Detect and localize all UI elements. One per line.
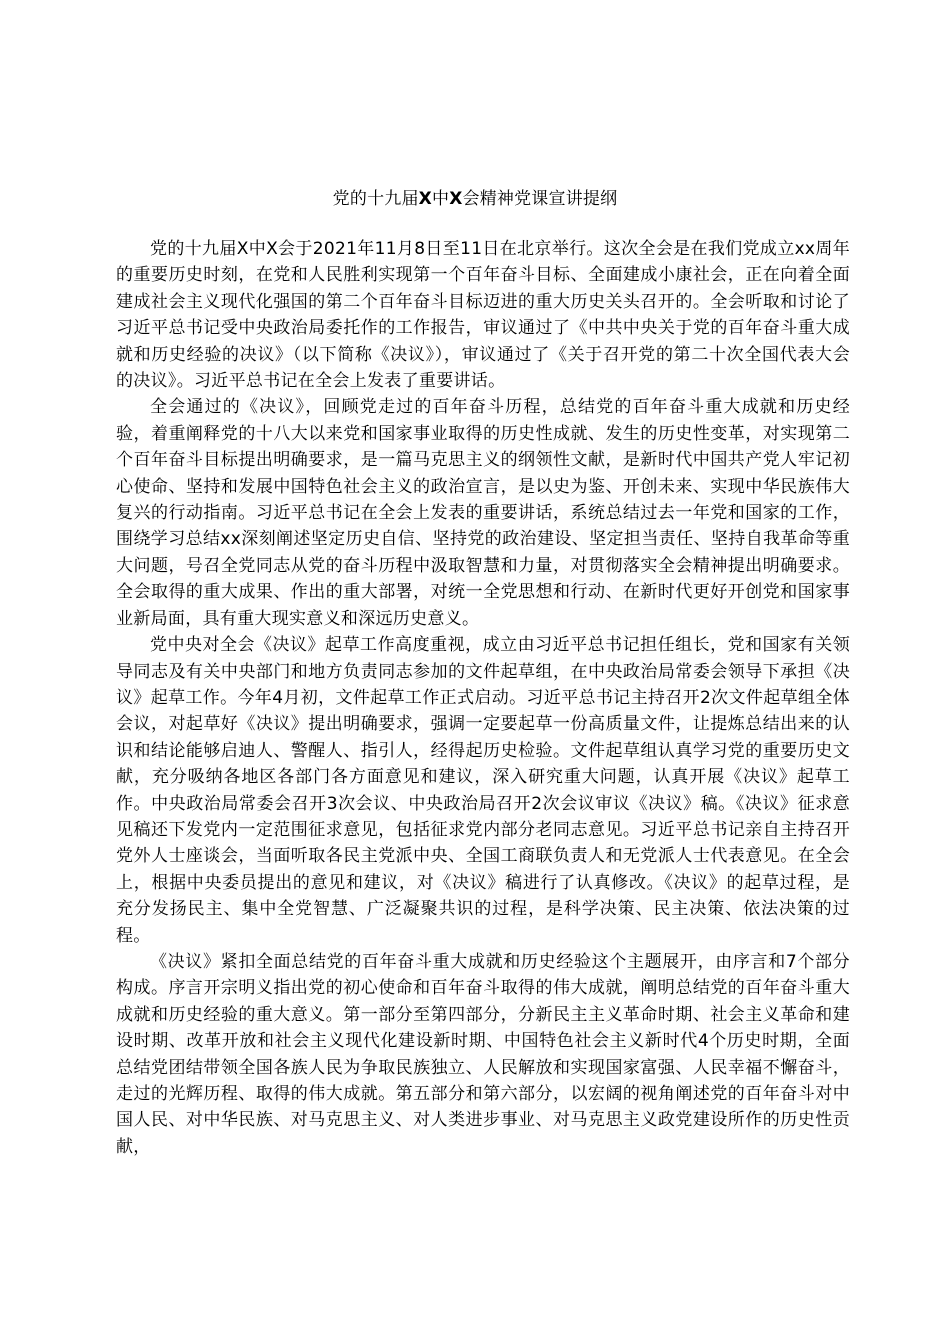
document-title	[0, 187, 950, 211]
title-part-1: 党的十九届	[332, 189, 419, 209]
title-part-4: X	[449, 189, 463, 209]
title-part-2: X	[418, 189, 432, 209]
title-part-5: 会精神党课宣讲提纲	[462, 189, 618, 209]
title-part-3: 中	[431, 189, 450, 209]
paragraph-2: 全会通过的《决议》，回顾党走过的百年奋斗历程，总结党的百年奋斗重大成就和历史经验，着重阐释党的十八大以来党和国家事业取得的历史性成就、发生的历史性变革，对实现第二个百年奋斗目标提出明确要求，是一篇马克思主义的纲领性文献，是新时代中国共产党人牢记初心使命、坚持和发展中国特色社会主义的政治宣言，是以史为鉴、开创未来、实现中华民族伟大复兴的行动指南。习近平总书记在全会上发表的重要讲话，系统总结过去一年党和国家的工作，围绕学习总结xx深刻阐述坚定历史自信、坚持党的政治建设、坚定担当责任、坚持自我革命等重大问题，号召全党同志从党的奋斗历程中汲取智慧和力量，对贯彻落实全会精神提出明确要求。全会取得的重大成果、作出的重大部署，对统一全党思想和行动、在新时代更好开创党和国家事业新局面，具有重大现实意义和深远历史意义。	[116, 397, 850, 629]
paragraph-4: 《决议》紧扣全面总结党的百年奋斗重大成就和历史经验这个主题展开，由序言和7个部分构成。序言开宗明义指出党的初心使命和百年奋斗取得的伟大成就，阐明总结党的百年奋斗重大成就和历史经验的重大意义。第一部分至第四部分，分新民主主义革命时期、社会主义革命和建设时期、改革开放和社会主义现代化建设新时期、中国特色社会主义新时代4个历史时期，全面总结党团结带领全国各族人民为争取民族独立、人民解放和实现国家富强、人民幸福不懈奋斗，走过的光辉历程、取得的伟大成就。第五部分和第六部分，以宏阔的视角阐述党的百年奋斗对中国人民、对中华民族、对马克思主义、对人类进步事业、对马克思主义政党建设所作的历史性贡献，	[116, 951, 850, 1157]
paragraph-1: 党的十九届X中X会于2021年11月8日至11日在北京举行。这次全会是在我们党成立xx周年的重要历史时刻，在党和人民胜利实现第一个百年奋斗目标、全面建成小康社会，正在向着全面建成社会主义现代化强国的第二个百年奋斗目标迈进的重大历史关头召开的。全会听取和讨论了习近平总书记受中央政治局委托作的工作报告，审议通过了《中共中央关于党的百年奋斗重大成就和历史经验的决议》（以下简称《决议》），审议通过了《关于召开党的第二十次全国代表大会的决议》。习近平总书记在全会上发表了重要讲话。	[116, 239, 850, 392]
document-body	[116, 236, 850, 1160]
paragraph-3: 党中央对全会《决议》起草工作高度重视，成立由习近平总书记担任组长，党和国家有关领导同志及有关中央部门和地方负责同志参加的文件起草组，在中央政治局常委会领导下承担《决议》起草工作。今年4月初，文件起草工作正式启动。习近平总书记主持召开2次文件起草组全体会议，对起草好《决议》提出明确要求，强调一定要起草一份高质量文件，让提炼总结出来的认识和结论能够启迪人、警醒人、指引人，经得起历史检验。文件起草组认真学习党的重要历史文献，充分吸纳各地区各部门各方面意见和建议，深入研究重大问题，认真开展《决议》起草工作。中央政治局常委会召开3次会议、中央政治局召开2次会议审议《决议》稿。《决议》征求意见稿还下发党内一定范围征求意见，包括征求党内部分老同志意见。习近平总书记亲自主持召开党外人士座谈会，当面听取各民主党派中央、全国工商联负责人和无党派人士代表意见。在全会上，根据中央委员提出的意见和建议，对《决议》稿进行了认真修改。《决议》的起草过程，是充分发扬民主、集中全党智慧、广泛凝聚共识的过程，是科学决策、民主决策、依法决策的过程。	[116, 635, 850, 946]
